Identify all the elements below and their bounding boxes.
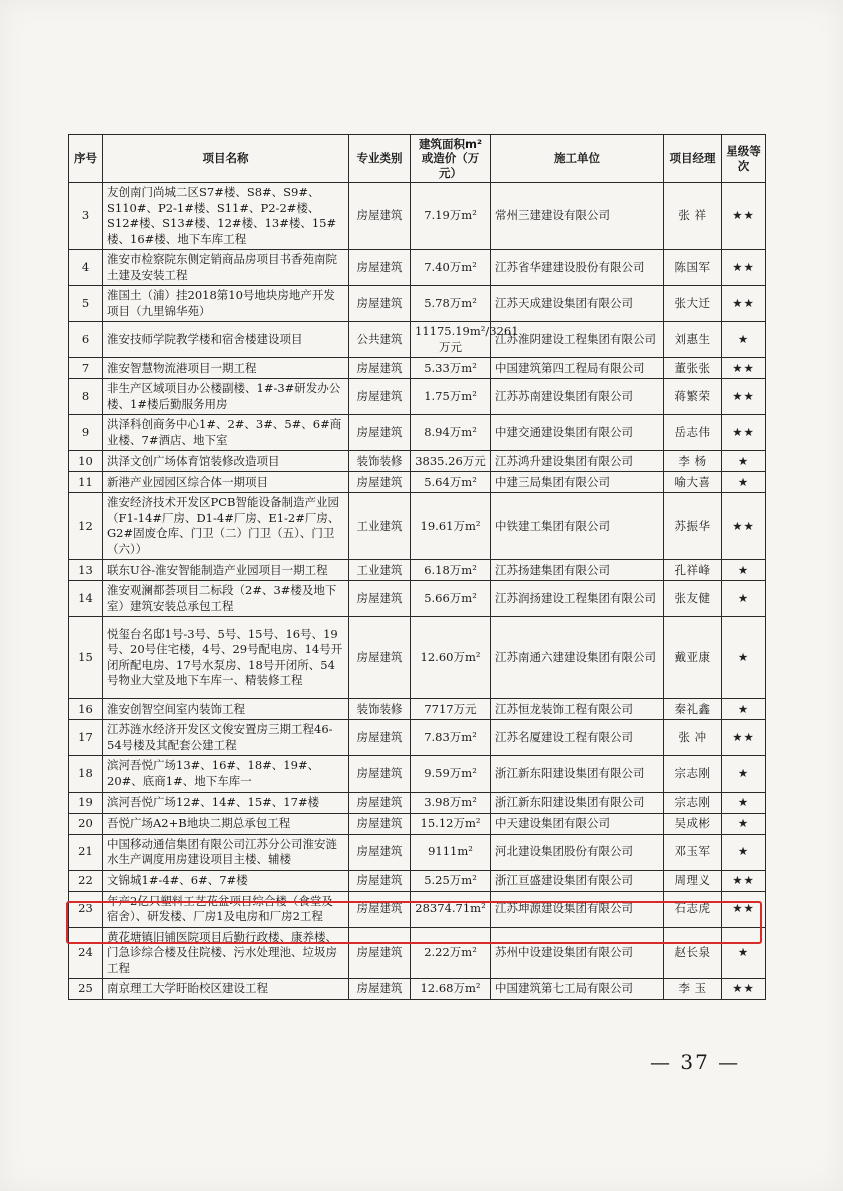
cell-unit: 江苏坤源建设集团有限公司 — [491, 891, 664, 927]
cell-star: ★ — [722, 617, 766, 699]
cell-unit: 中天建设集团有限公司 — [491, 813, 664, 834]
cell-manager: 吴成彬 — [664, 813, 722, 834]
cell-unit: 江苏淮阴建设工程集团有限公司 — [491, 322, 664, 358]
cell-category: 装饰装修 — [349, 451, 411, 472]
cell-unit: 苏州中设建设集团有限公司 — [491, 927, 664, 979]
cell-star: ★★ — [722, 891, 766, 927]
cell-star: ★ — [722, 451, 766, 472]
cell-category: 房屋建筑 — [349, 720, 411, 756]
cell-name: 淮安智慧物流港项目一期工程 — [103, 358, 349, 379]
cell-star: ★ — [722, 560, 766, 581]
cell-manager: 戴亚康 — [664, 617, 722, 699]
cell-star: ★★ — [722, 979, 766, 1000]
cell-star: ★★ — [722, 183, 766, 250]
cell-manager: 李 玉 — [664, 979, 722, 1000]
cell-manager: 孔祥峰 — [664, 560, 722, 581]
cell-area: 7717万元 — [411, 699, 491, 720]
cell-name: 滨河吾悦广场13#、16#、18#、19#、20#、底商1#、地下车库一 — [103, 756, 349, 792]
cell-name: 淮安市检察院东侧定销商品房项目书香苑南院土建及安装工程 — [103, 250, 349, 286]
cell-name: 非生产区域项目办公楼副楼、1#-3#研发办公楼、1#楼后勤服务用房 — [103, 379, 349, 415]
cell-category: 房屋建筑 — [349, 379, 411, 415]
cell-area: 1.75万m² — [411, 379, 491, 415]
header-area: 建筑面积m²或造价（万元） — [411, 135, 491, 183]
cell-no: 4 — [69, 250, 103, 286]
cell-manager: 董张张 — [664, 358, 722, 379]
cell-category: 房屋建筑 — [349, 286, 411, 322]
cell-unit: 河北建设集团股份有限公司 — [491, 834, 664, 870]
cell-manager: 蒋繁荣 — [664, 379, 722, 415]
cell-name: 洪泽科创商务中心1#、2#、3#、5#、6#商业楼、7#酒店、地下室 — [103, 415, 349, 451]
table-row — [69, 870, 766, 891]
cell-area: 5.25万m² — [411, 870, 491, 891]
table-row — [69, 581, 766, 617]
cell-star: ★★ — [722, 379, 766, 415]
cell-unit: 江苏苏南建设集团有限公司 — [491, 379, 664, 415]
cell-star: ★★ — [722, 358, 766, 379]
cell-area: 11175.19m²/3261万元 — [411, 322, 491, 358]
table-row — [69, 756, 766, 792]
cell-area: 7.19万m² — [411, 183, 491, 250]
cell-area: 8.94万m² — [411, 415, 491, 451]
cell-no: 9 — [69, 415, 103, 451]
cell-name: 江苏涟水经济开发区文俊安置房三期工程46-54号楼及其配套公建工程 — [103, 720, 349, 756]
cell-category: 房屋建筑 — [349, 927, 411, 979]
cell-star: ★★ — [722, 493, 766, 560]
cell-unit: 中国建筑第七工局有限公司 — [491, 979, 664, 1000]
cell-name: 吾悦广场A2+B地块二期总承包工程 — [103, 813, 349, 834]
cell-star: ★ — [722, 472, 766, 493]
table-row — [69, 560, 766, 581]
cell-unit: 中铁建工集团有限公司 — [491, 493, 664, 560]
cell-name: 联东U谷-淮安智能制造产业园项目一期工程 — [103, 560, 349, 581]
cell-name: 友创南门尚城二区S7#楼、S8#、S9#、S110#、P2-1#楼、S11#、P2-2#楼、S12#楼、S13#楼、12#楼、13#楼、15#楼、16#楼、地下车库工程 — [103, 183, 349, 250]
cell-area: 9111m² — [411, 834, 491, 870]
cell-category: 工业建筑 — [349, 560, 411, 581]
cell-star: ★ — [722, 834, 766, 870]
cell-manager: 陈国军 — [664, 250, 722, 286]
table-row — [69, 250, 766, 286]
cell-name: 淮国土（浦）挂2018第10号地块房地产开发项目（九里锦华苑） — [103, 286, 349, 322]
table-row — [69, 617, 766, 699]
cell-unit: 常州三建建设有限公司 — [491, 183, 664, 250]
cell-star: ★★ — [722, 720, 766, 756]
cell-unit: 中建交通建设集团有限公司 — [491, 415, 664, 451]
cell-no: 25 — [69, 979, 103, 1000]
cell-name: 淮安经济技术开发区PCB智能设备制造产业园（F1-14#厂房、D1-4#厂房、E1-2#厂房、G2#固废仓库、门卫（二）门卫（五）、门卫（六）） — [103, 493, 349, 560]
cell-manager: 喻大喜 — [664, 472, 722, 493]
table-row — [69, 813, 766, 834]
cell-area: 7.40万m² — [411, 250, 491, 286]
header-no: 序号 — [69, 135, 103, 183]
cell-no: 5 — [69, 286, 103, 322]
cell-manager: 岳志伟 — [664, 415, 722, 451]
cell-manager: 赵长泉 — [664, 927, 722, 979]
cell-category: 房屋建筑 — [349, 617, 411, 699]
table-row — [69, 699, 766, 720]
cell-star: ★ — [722, 699, 766, 720]
cell-unit: 浙江新东阳建设集团有限公司 — [491, 792, 664, 813]
cell-area: 12.60万m² — [411, 617, 491, 699]
cell-no: 8 — [69, 379, 103, 415]
cell-area: 7.83万m² — [411, 720, 491, 756]
cell-area: 5.78万m² — [411, 286, 491, 322]
table-row — [69, 358, 766, 379]
cell-no: 23 — [69, 891, 103, 927]
cell-no: 10 — [69, 451, 103, 472]
cell-unit: 江苏鸿升建设集团有限公司 — [491, 451, 664, 472]
cell-manager: 张大迁 — [664, 286, 722, 322]
header-category: 专业类别 — [349, 135, 411, 183]
cell-unit: 浙江新东阳建设集团有限公司 — [491, 756, 664, 792]
cell-manager: 宗志刚 — [664, 756, 722, 792]
cell-manager: 张友健 — [664, 581, 722, 617]
cell-no: 14 — [69, 581, 103, 617]
cell-unit: 江苏润扬建设工程集团有限公司 — [491, 581, 664, 617]
cell-no: 21 — [69, 834, 103, 870]
cell-no: 7 — [69, 358, 103, 379]
cell-category: 公共建筑 — [349, 322, 411, 358]
cell-no: 11 — [69, 472, 103, 493]
table-row — [69, 792, 766, 813]
cell-no: 17 — [69, 720, 103, 756]
cell-area: 5.64万m² — [411, 472, 491, 493]
cell-category: 房屋建筑 — [349, 870, 411, 891]
cell-unit: 江苏扬建集团有限公司 — [491, 560, 664, 581]
header-manager: 项目经理 — [664, 135, 722, 183]
cell-no: 3 — [69, 183, 103, 250]
table-row — [69, 286, 766, 322]
table-row — [69, 451, 766, 472]
cell-manager: 苏振华 — [664, 493, 722, 560]
cell-name: 悦玺台名邸1号-3号、5号、15号、16号、19号、20号住宅楼，4号、29号配电房、14号开闭所配电房、17号水泵房、18号开闭所、54号物业大堂及地下车库一、精装修工程 — [103, 617, 349, 699]
cell-area: 28374.71m² — [411, 891, 491, 927]
cell-area: 9.59万m² — [411, 756, 491, 792]
cell-category: 房屋建筑 — [349, 813, 411, 834]
cell-category: 房屋建筑 — [349, 472, 411, 493]
table-row — [69, 322, 766, 358]
cell-no: 12 — [69, 493, 103, 560]
cell-category: 工业建筑 — [349, 493, 411, 560]
cell-area: 12.68万m² — [411, 979, 491, 1000]
cell-category: 房屋建筑 — [349, 834, 411, 870]
cell-category: 房屋建筑 — [349, 250, 411, 286]
cell-category: 房屋建筑 — [349, 415, 411, 451]
cell-category: 房屋建筑 — [349, 183, 411, 250]
cell-star: ★ — [722, 813, 766, 834]
cell-unit: 江苏恒龙装饰工程有限公司 — [491, 699, 664, 720]
cell-no: 13 — [69, 560, 103, 581]
cell-no: 24 — [69, 927, 103, 979]
cell-manager: 周理义 — [664, 870, 722, 891]
cell-manager: 石志虎 — [664, 891, 722, 927]
table-row — [69, 472, 766, 493]
header-name: 项目名称 — [103, 135, 349, 183]
cell-name: 黄花塘镇旧铺医院项目后勤行政楼、康养楼、门急诊综合楼及住院楼、污水处理池、垃圾房工程 — [103, 927, 349, 979]
cell-no: 19 — [69, 792, 103, 813]
cell-category: 房屋建筑 — [349, 891, 411, 927]
cell-unit: 中建三局集团有限公司 — [491, 472, 664, 493]
cell-unit: 江苏名厦建设工程有限公司 — [491, 720, 664, 756]
cell-unit: 江苏天成建设集团有限公司 — [491, 286, 664, 322]
cell-star: ★ — [722, 756, 766, 792]
cell-manager: 秦礼鑫 — [664, 699, 722, 720]
cell-area: 19.61万m² — [411, 493, 491, 560]
cell-no: 16 — [69, 699, 103, 720]
cell-star: ★ — [722, 927, 766, 979]
cell-name: 年产2亿只塑料工艺花盆项目综合楼（食堂及宿舍）、研发楼、厂房1及电房和厂房2工程 — [103, 891, 349, 927]
header-star: 星级等次 — [722, 135, 766, 183]
cell-name: 滨河吾悦广场12#、14#、15#、17#楼 — [103, 792, 349, 813]
page-number: — 37 — — [650, 1050, 741, 1074]
cell-area: 2.22万m² — [411, 927, 491, 979]
cell-unit: 江苏省华建建设股份有限公司 — [491, 250, 664, 286]
cell-category: 房屋建筑 — [349, 979, 411, 1000]
cell-area: 15.12万m² — [411, 813, 491, 834]
cell-no: 15 — [69, 617, 103, 699]
cell-no: 22 — [69, 870, 103, 891]
table-body — [69, 183, 766, 1000]
cell-star: ★★ — [722, 415, 766, 451]
cell-no: 18 — [69, 756, 103, 792]
cell-manager: 刘惠生 — [664, 322, 722, 358]
table-row — [69, 720, 766, 756]
cell-manager: 张 冲 — [664, 720, 722, 756]
table-row — [69, 183, 766, 250]
cell-category: 装饰装修 — [349, 699, 411, 720]
cell-name: 淮安技师学院教学楼和宿舍楼建设项目 — [103, 322, 349, 358]
cell-name: 南京理工大学盱眙校区建设工程 — [103, 979, 349, 1000]
cell-star: ★★ — [722, 286, 766, 322]
cell-area: 6.18万m² — [411, 560, 491, 581]
project-table — [68, 134, 766, 1000]
cell-name: 淮安创智空间室内装饰工程 — [103, 699, 349, 720]
table-row — [69, 834, 766, 870]
cell-manager: 李 杨 — [664, 451, 722, 472]
cell-manager: 邓玉军 — [664, 834, 722, 870]
cell-manager: 宗志刚 — [664, 792, 722, 813]
table-row — [69, 379, 766, 415]
cell-star: ★ — [722, 792, 766, 813]
cell-star: ★★ — [722, 250, 766, 286]
table-header-row — [69, 135, 766, 183]
cell-star: ★ — [722, 581, 766, 617]
cell-category: 房屋建筑 — [349, 756, 411, 792]
cell-area: 3835.26万元 — [411, 451, 491, 472]
cell-area: 5.66万m² — [411, 581, 491, 617]
table-row — [69, 979, 766, 1000]
cell-name: 文锦城1#-4#、6#、7#楼 — [103, 870, 349, 891]
cell-no: 20 — [69, 813, 103, 834]
cell-star: ★★ — [722, 870, 766, 891]
cell-manager: 张 祥 — [664, 183, 722, 250]
cell-unit: 江苏南通六建建设集团有限公司 — [491, 617, 664, 699]
cell-name: 洪泽文创广场体育馆装修改造项目 — [103, 451, 349, 472]
cell-category: 房屋建筑 — [349, 358, 411, 379]
table-row — [69, 493, 766, 560]
header-unit: 施工单位 — [491, 135, 664, 183]
cell-category: 房屋建筑 — [349, 581, 411, 617]
cell-unit: 中国建筑第四工程局有限公司 — [491, 358, 664, 379]
cell-category: 房屋建筑 — [349, 792, 411, 813]
table-row — [69, 415, 766, 451]
cell-star: ★ — [722, 322, 766, 358]
cell-unit: 浙江亘盛建设集团有限公司 — [491, 870, 664, 891]
cell-area: 5.33万m² — [411, 358, 491, 379]
highlight-box-row-23 — [66, 901, 762, 944]
cell-name: 新港产业园园区综合体一期项目 — [103, 472, 349, 493]
cell-no: 6 — [69, 322, 103, 358]
cell-name: 中国移动通信集团有限公司江苏分公司淮安涟水生产调度用房建设项目主楼、辅楼 — [103, 834, 349, 870]
cell-name: 淮安观澜都荟项目二标段（2#、3#楼及地下室）建筑安装总承包工程 — [103, 581, 349, 617]
cell-area: 3.98万m² — [411, 792, 491, 813]
